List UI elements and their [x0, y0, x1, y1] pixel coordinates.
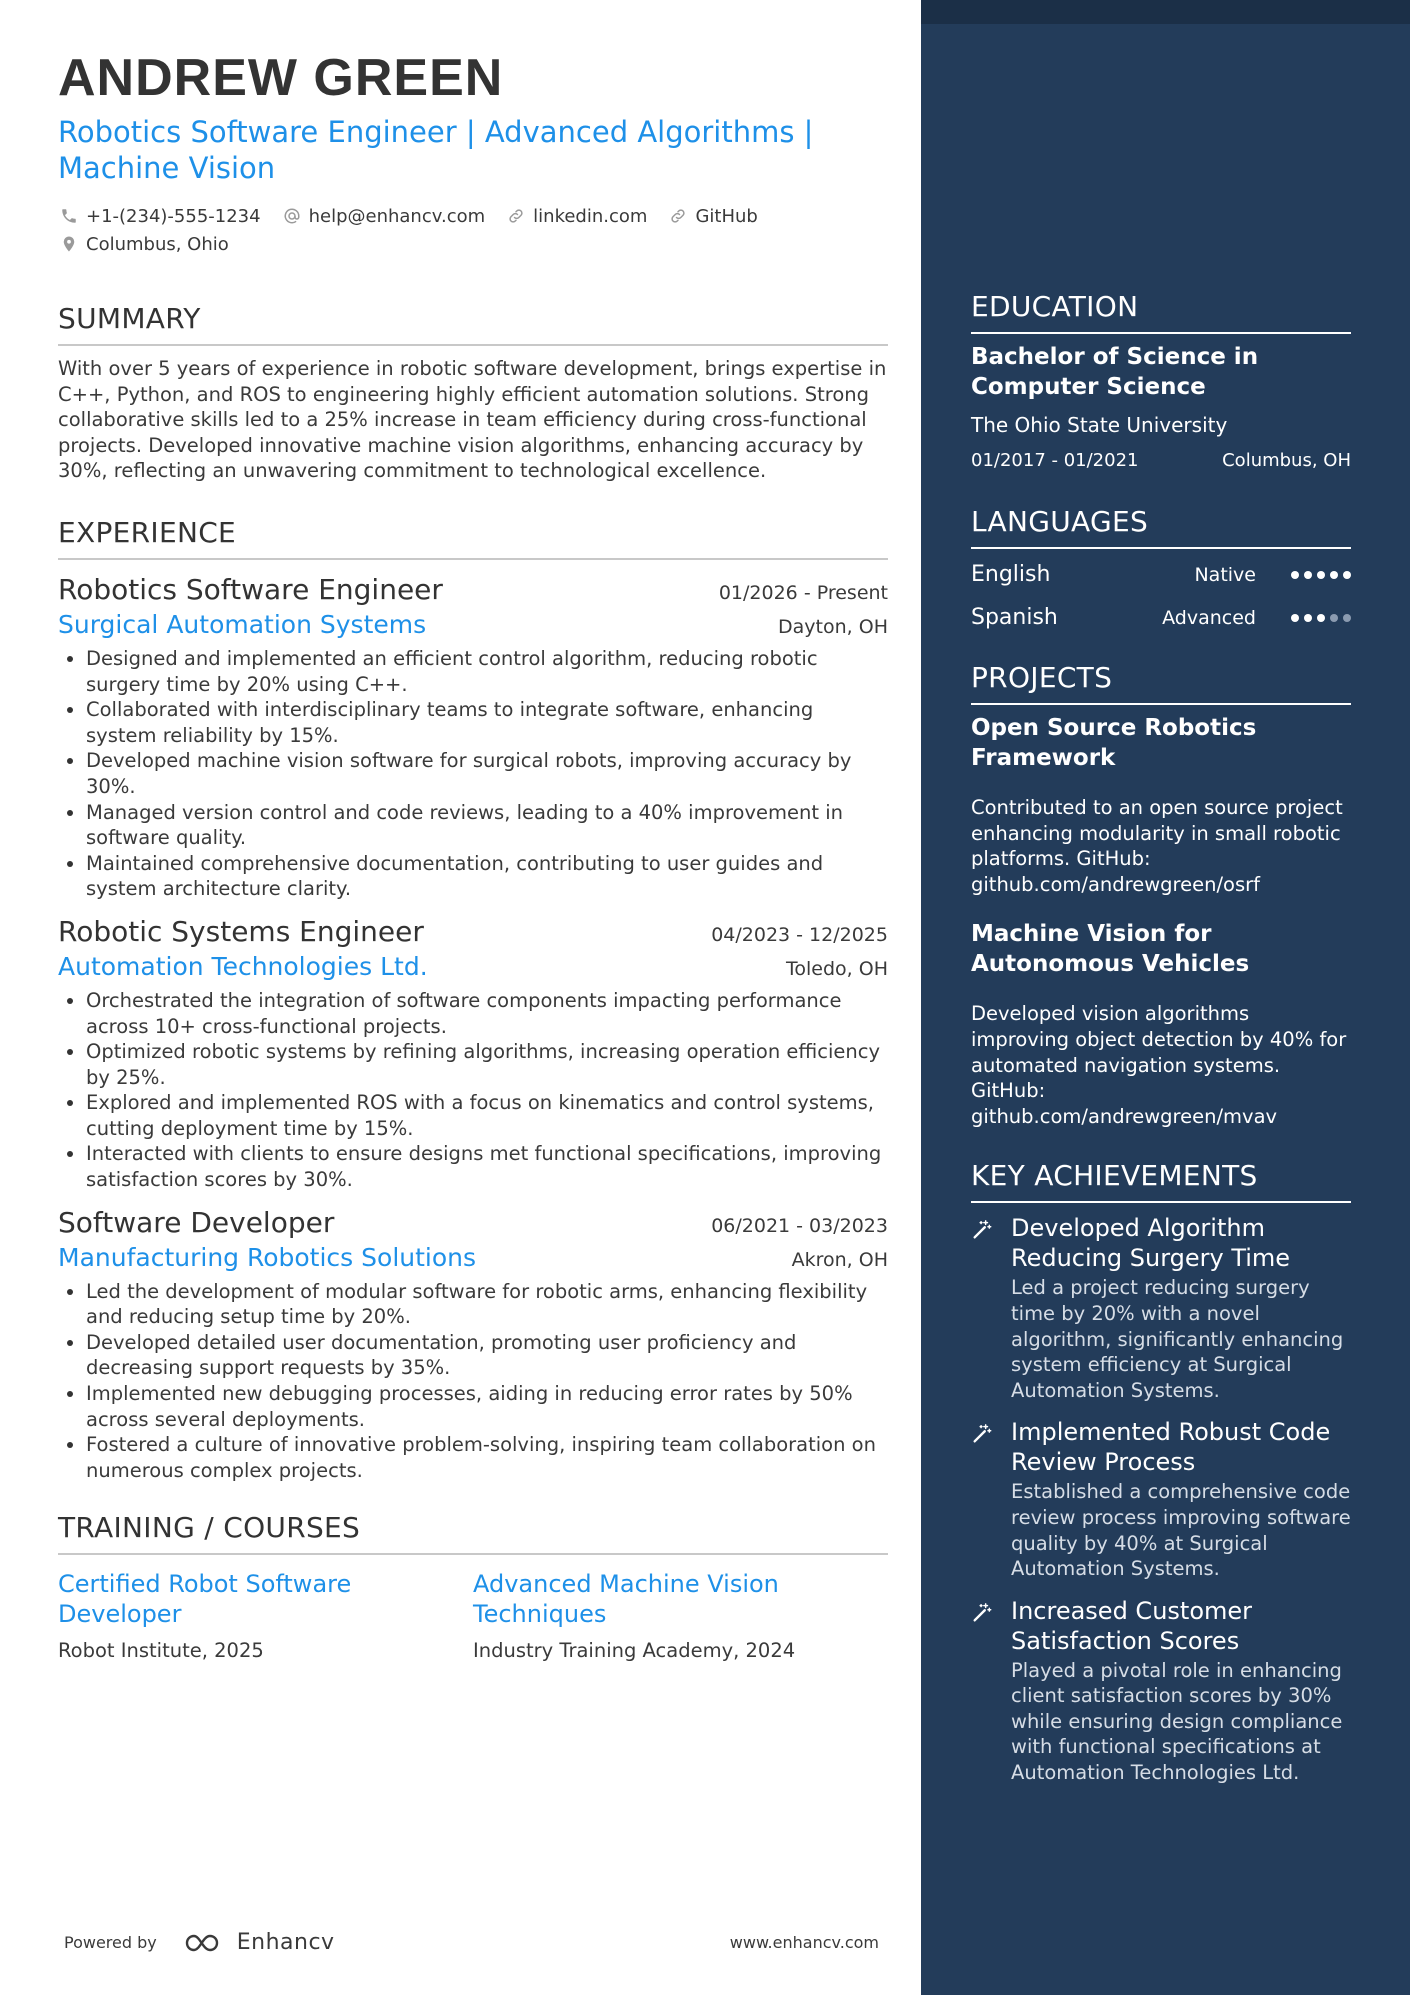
- brand-logo[interactable]: [183, 1930, 335, 1955]
- rating-dot: [1330, 571, 1338, 579]
- job-bullet: • Interacted with clients to ensure designs met functional specifications, improving satisfaction scores by 30%.: [86, 1141, 888, 1192]
- achievement-description: Established a comprehensive code review process improving software quality by 40% at Surgical Automation Systems.: [1011, 1480, 1351, 1581]
- location-text: Columbus, Ohio: [86, 233, 229, 255]
- project-title: Machine Vision for Autonomous Vehicles: [971, 921, 1250, 978]
- job-bullet: • Designed and implemented an efficient control algorithm, reducing robotic surgery time by 20% using C++.: [86, 646, 888, 697]
- language-level: Native: [1194, 563, 1256, 586]
- course-title: Certified Robot Software Developer: [58, 1570, 352, 1629]
- experience-title: EXPERIENCE: [58, 516, 888, 560]
- headline: Robotics Software Engineer | Advanced Algorithms | Machine Vision: [58, 115, 814, 185]
- languages-section: [971, 505, 1351, 639]
- main-column: [58, 48, 888, 1662]
- project-title: Open Source Robotics Framework: [971, 715, 1257, 771]
- education-degree: Bachelor of Science in Computer Science: [971, 344, 1259, 400]
- phone-icon: [58, 206, 80, 226]
- magic-wand-icon: [971, 1213, 1011, 1403]
- achievements-section: [971, 1159, 1351, 1785]
- job-header: [58, 572, 888, 608]
- course-item: [473, 1569, 888, 1662]
- rating-dot: [1330, 614, 1338, 622]
- footer-url[interactable]: www.enhancv.com: [729, 1933, 879, 1952]
- language-level: Advanced: [1162, 606, 1256, 629]
- projects-title: PROJECTS: [971, 661, 1351, 705]
- project-item: [971, 919, 1351, 1129]
- projects-section: [971, 661, 1351, 1129]
- rating-dot: [1317, 571, 1325, 579]
- job-title: Software Developer: [58, 1205, 335, 1239]
- achievements-title: KEY ACHIEVEMENTS: [971, 1159, 1351, 1203]
- rating-dot: [1317, 614, 1325, 622]
- email-text: help@enhancv.com: [308, 205, 486, 227]
- job-header: [58, 914, 888, 950]
- rating-dot: [1291, 571, 1299, 579]
- job-bullet: • Maintained comprehensive documentation, contributing to user guides and system architecture clarity.: [86, 851, 888, 902]
- achievement-description: Led a project reducing surgery time by 20% with a novel algorithm, significantly enhancing system efficiency at Surgical Automation Systems.: [1011, 1276, 1344, 1402]
- job-bullet: • Optimized robotic systems by refining algorithms, increasing operation efficiency by 25%.: [86, 1039, 888, 1090]
- at-icon: [281, 206, 303, 226]
- rating-dot: [1343, 614, 1351, 622]
- achievement-description: Played a pivotal role in enhancing client satisfaction scores by 30% while ensuring design compliance with functional specifications at Automation Technologies Ltd.: [1011, 1658, 1343, 1785]
- achievement-body: [1011, 1596, 1351, 1786]
- achievement-list: [971, 1213, 1351, 1785]
- achievement-item: [971, 1596, 1351, 1786]
- training-section: [58, 1511, 888, 1662]
- achievement-title: Increased Customer Satisfaction Scores: [1011, 1596, 1253, 1655]
- language-row: [971, 553, 1351, 596]
- education-dates: 01/2017 - 01/2021: [971, 450, 1139, 471]
- course-title: Advanced Machine Vision Techniques: [473, 1570, 779, 1629]
- contact-linkedin[interactable]: [505, 206, 647, 227]
- job-company: Surgical Automation Systems: [58, 609, 427, 639]
- job-subheader: [58, 608, 888, 642]
- powered-by: [64, 1930, 335, 1955]
- phone-text: +1-(234)-555-1234: [86, 205, 261, 227]
- contact-location: [58, 234, 229, 255]
- course-item: [58, 1569, 473, 1662]
- rating-dot: [1343, 571, 1351, 579]
- course-provider: Industry Training Academy, 2024: [473, 1639, 796, 1663]
- magic-wand-icon: [971, 1417, 1011, 1581]
- contact-github[interactable]: [667, 206, 757, 227]
- job-company: Automation Technologies Ltd.: [58, 951, 428, 981]
- course-list: [58, 1569, 888, 1662]
- project-item: [971, 713, 1351, 897]
- job-bullet: • Implemented new debugging processes, aiding in reducing error rates by 50% across several deployments.: [86, 1381, 888, 1432]
- job-bullets: [58, 646, 888, 902]
- powered-by-label: Powered by: [64, 1933, 157, 1952]
- rating-dot: [1291, 614, 1299, 622]
- job-title: Robotics Software Engineer: [58, 572, 443, 606]
- language-name: Spanish: [971, 605, 1058, 630]
- achievement-item: [971, 1417, 1351, 1581]
- candidate-name: ANDREW GREEN: [58, 49, 504, 107]
- github-text: GitHub: [695, 205, 758, 227]
- project-description: Developed vision algorithms improving object detection by 40% for automated navigation systems. GitHub: github.com/andrewgreen/mvav: [971, 1002, 1347, 1128]
- job-location: Akron, OH: [791, 1248, 888, 1271]
- job-company: Manufacturing Robotics Solutions: [58, 1242, 477, 1272]
- job-bullet: • Managed version control and code reviews, leading to a 40% improvement in software quality.: [86, 800, 888, 851]
- magic-wand-icon: [971, 1596, 1011, 1786]
- project-description: Contributed to an open source project enhancing modularity in small robotic platforms. GitHub: github.com/andrewgreen/osrf: [971, 796, 1343, 896]
- linkedin-text: linkedin.com: [533, 205, 648, 227]
- language-name: English: [971, 562, 1051, 587]
- achievement-body: [1011, 1417, 1351, 1581]
- education-school: The Ohio State University: [971, 413, 1228, 437]
- job-title: Robotic Systems Engineer: [58, 914, 424, 948]
- achievement-title: Developed Algorithm Reducing Surgery Time: [1011, 1214, 1291, 1273]
- language-list: [971, 553, 1351, 639]
- achievement-title: Implemented Robust Code Review Process: [1011, 1418, 1331, 1477]
- job-bullet: • Collaborated with interdisciplinary teams to integrate software, enhancing system reliability by 15%.: [86, 697, 888, 748]
- enhancv-logo-icon: [183, 1931, 229, 1955]
- contact-email[interactable]: [281, 206, 486, 227]
- achievement-item: [971, 1213, 1351, 1403]
- language-rating: [1286, 571, 1351, 579]
- link-icon: [505, 206, 527, 226]
- education-title: EDUCATION: [971, 290, 1351, 334]
- job-entry: [58, 914, 888, 1193]
- job-entry: [58, 1205, 888, 1484]
- job-subheader: [58, 1241, 888, 1275]
- summary-section: [58, 302, 888, 484]
- job-bullet: • Fostered a culture of innovative problem-solving, inspiring team collaboration on numerous complex projects.: [86, 1432, 888, 1483]
- education-section: [971, 290, 1351, 471]
- languages-title: LANGUAGES: [971, 505, 1351, 549]
- sidebar-top-bar: [921, 0, 1410, 24]
- job-dates: 01/2026 - Present: [718, 581, 888, 604]
- job-bullets: [58, 1279, 888, 1484]
- job-dates: 06/2021 - 03/2023: [711, 1214, 888, 1237]
- summary-text: With over 5 years of experience in robotic software development, brings expertise in C++, Python, and ROS to engineering highly efficient automation solutions. Strong collaborative skills led to a 25% increase in team efficiency during cross-functional projects. Developed innovative machine vision algorithms, enhancing accuracy by 30%, reflecting an unwavering commitment to technological excellence.: [58, 357, 887, 483]
- project-list: [971, 713, 1351, 1129]
- achievement-body: [1011, 1213, 1351, 1403]
- job-location: Toledo, OH: [786, 957, 888, 980]
- link-icon: [667, 206, 689, 226]
- job-subheader: [58, 950, 888, 984]
- brand-name: Enhancv: [236, 1930, 335, 1955]
- sidebar: [921, 0, 1410, 1995]
- job-bullet: • Orchestrated the integration of software components impacting performance across 10+ cross-functional projects.: [86, 988, 888, 1039]
- job-bullet: • Led the development of modular software for robotic arms, enhancing flexibility and reducing setup time by 20%.: [86, 1279, 888, 1330]
- course-provider: Robot Institute, 2025: [58, 1639, 264, 1663]
- education-location: Columbus, OH: [1222, 450, 1351, 471]
- rating-dot: [1304, 571, 1312, 579]
- job-header: [58, 1205, 888, 1241]
- contact-phone[interactable]: [58, 206, 261, 227]
- job-bullet: • Developed detailed user documentation, promoting user proficiency and decreasing support requests by 35%.: [86, 1330, 888, 1381]
- location-pin-icon: [58, 234, 80, 254]
- job-entry: [58, 572, 888, 902]
- experience-section: [58, 516, 888, 1483]
- job-location: Dayton, OH: [778, 615, 888, 638]
- job-bullet: • Explored and implemented ROS with a focus on kinematics and control systems, cutting deployment time by 15%.: [86, 1090, 888, 1141]
- language-row: [971, 596, 1351, 639]
- summary-title: SUMMARY: [58, 302, 888, 346]
- job-bullets: [58, 988, 888, 1193]
- rating-dot: [1304, 614, 1312, 622]
- contact-info: [58, 202, 888, 258]
- language-rating: [1286, 614, 1351, 622]
- job-dates: 04/2023 - 12/2025: [711, 923, 888, 946]
- job-bullet: • Developed machine vision software for surgical robots, improving accuracy by 30%.: [86, 748, 888, 799]
- training-title: TRAINING / COURSES: [58, 1511, 888, 1555]
- footer: [64, 1930, 879, 1955]
- job-list: [58, 572, 888, 1483]
